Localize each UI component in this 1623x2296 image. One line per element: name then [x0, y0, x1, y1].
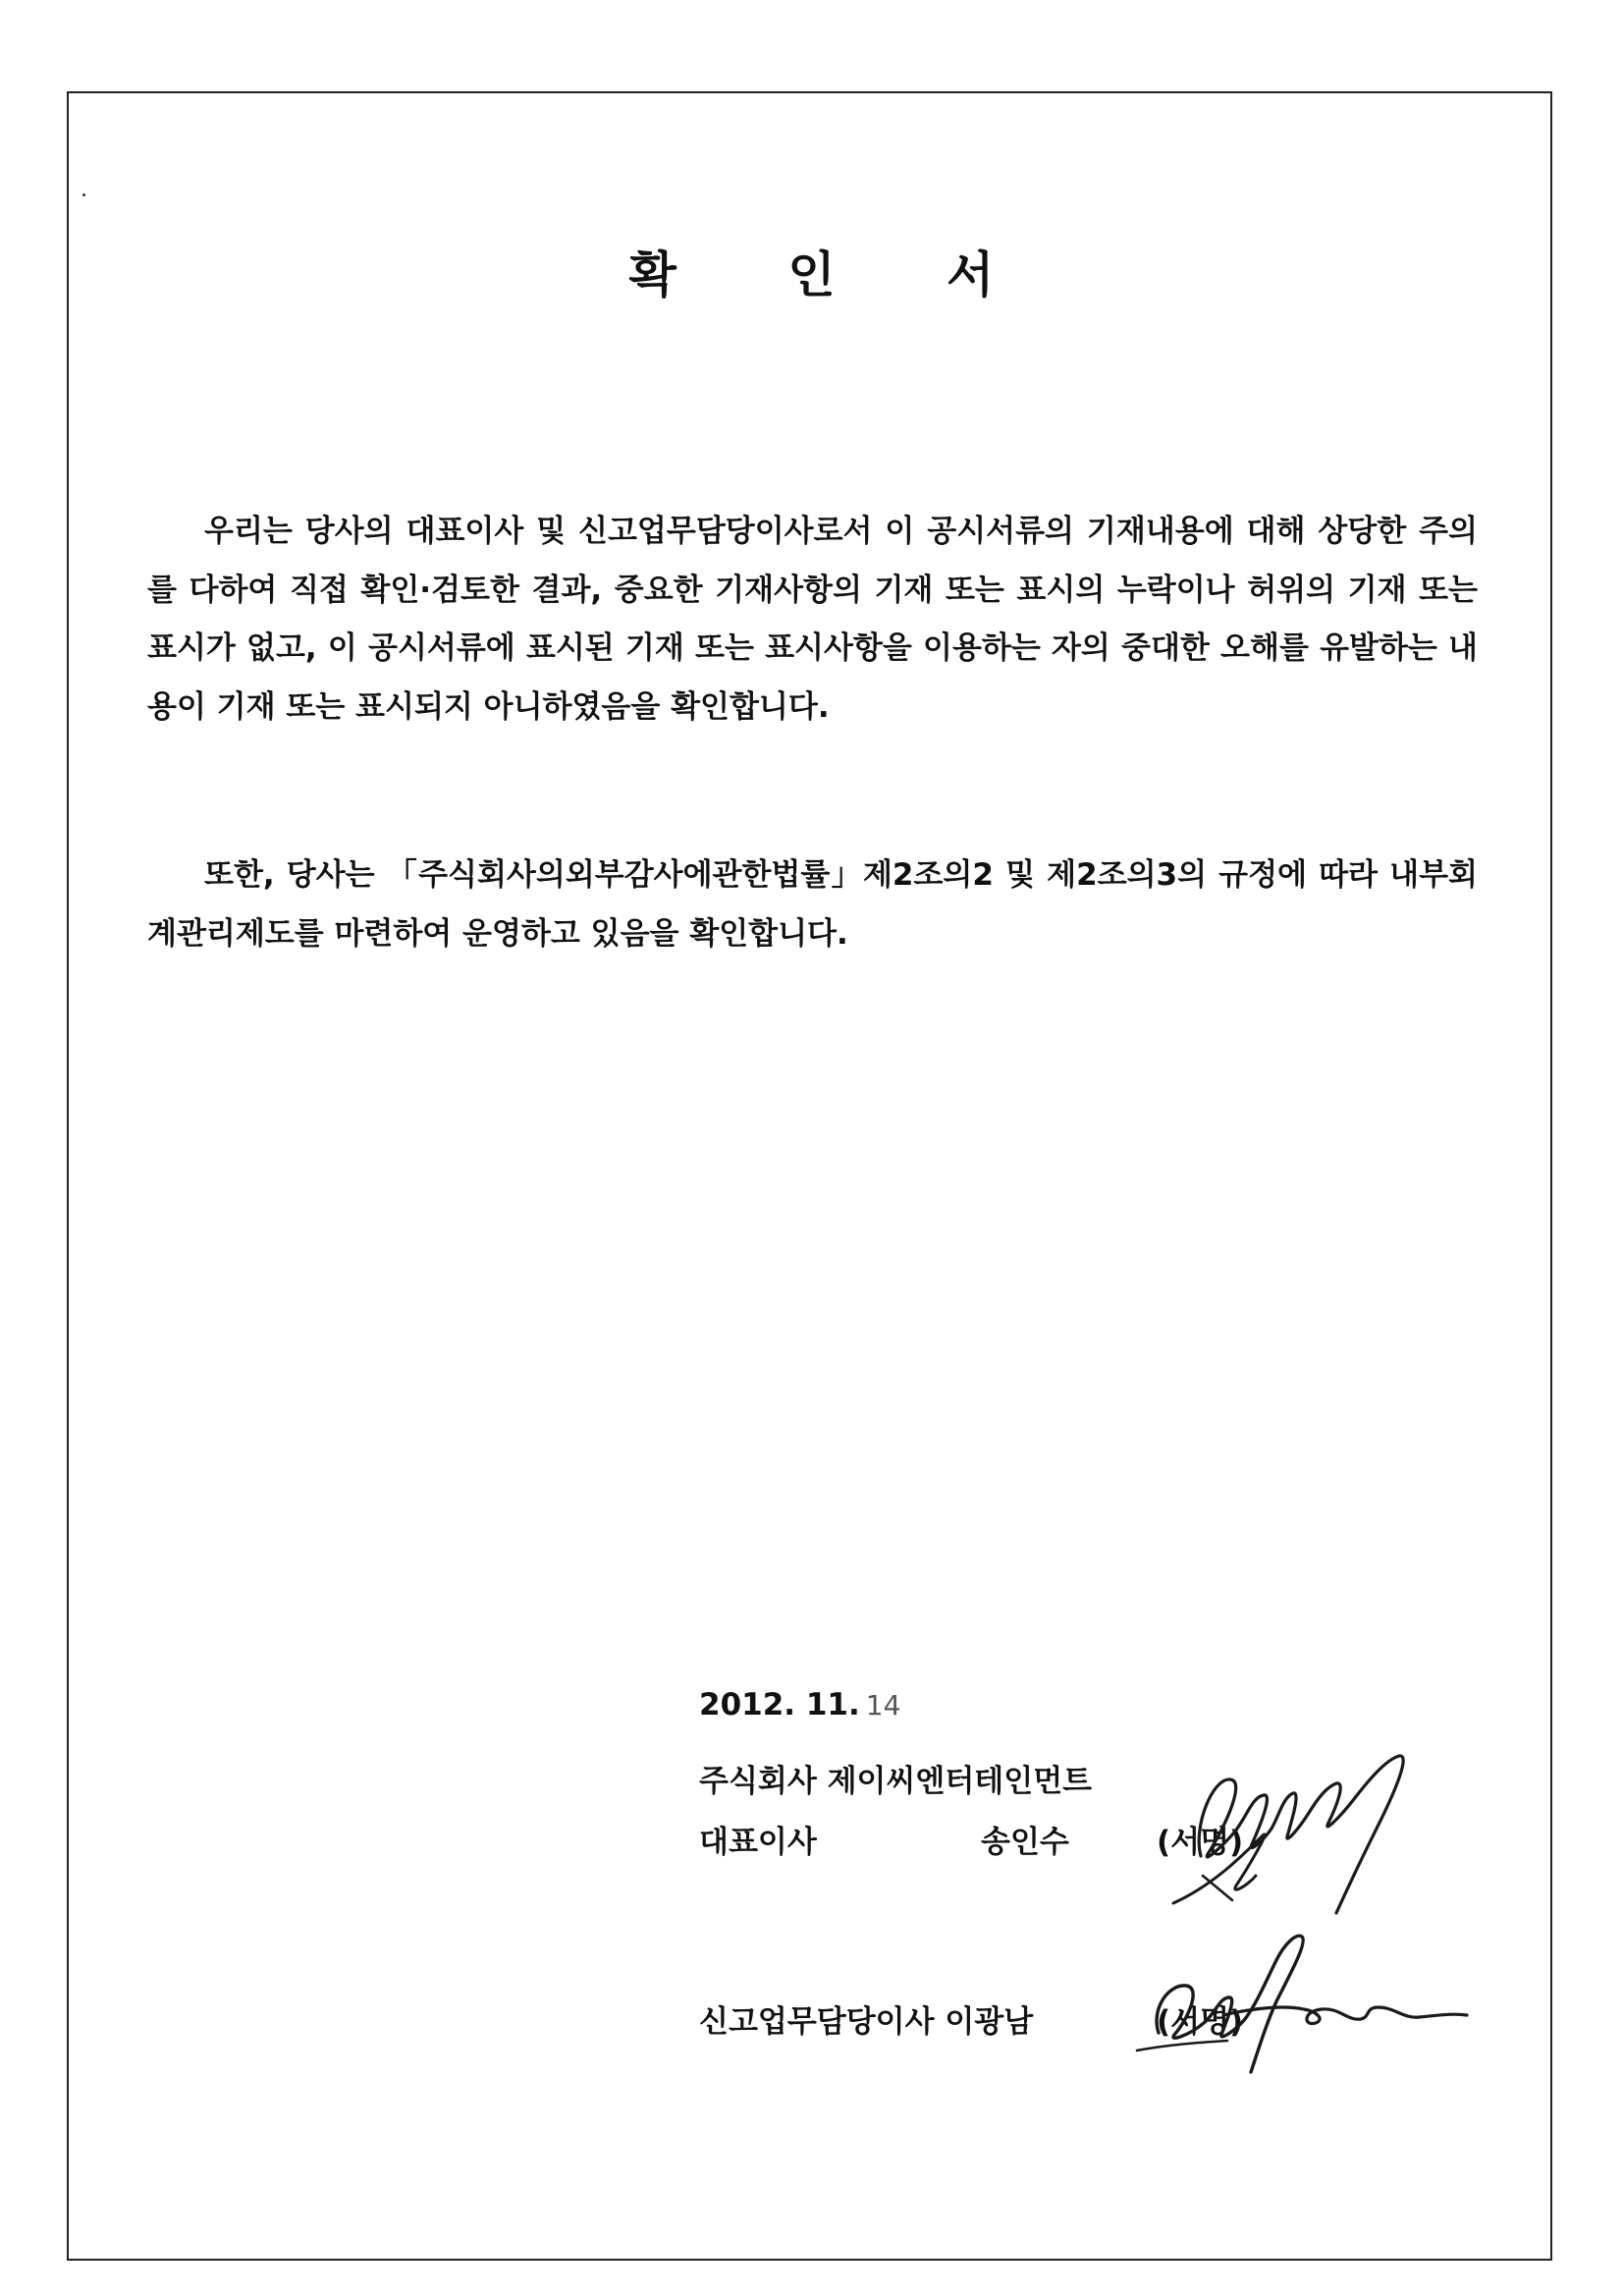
ceo-role: 대표이사 [699, 1825, 817, 1860]
date-text: 2012. 11. [699, 1687, 860, 1722]
ceo-sign-label: (서명) [1157, 1825, 1244, 1860]
officer-sign-label: (서명) [1157, 2004, 1244, 2040]
officer-handwritten-signature [1129, 1925, 1473, 2092]
paragraph-internal-control: 또한, 당사는 「주식회사의외부감사에관한법률」제2조의2 및 제2조의3의 규정에 따라 내부회계관리제도를 마련하여 운영하고 있음을 확인합니다. [147, 857, 1478, 952]
officer-line: 신고업무담당이사 이광남 [699, 2004, 1034, 2040]
ceo-handwritten-signature [1154, 1738, 1429, 1925]
document-title: 확 인 서 [628, 246, 1042, 303]
paragraph-confirmation: 우리는 당사의 대표이사 및 신고업무담당이사로서 이 공시서류의 기재내용에 대해 상당한 주의를 다하여 직접 확인·검토한 결과, 중요한 기재사항의 기재 또는 표시의 누락이나 허위의 기재 또는 표시가 없고, 이 공시서류에 표시된 기재 또는 표시사항을 이용하는 자의 중대한 오해를 유발하는 내용이 기재 또는 표시되지 아니하였음을 확인합니다. [147, 514, 1478, 725]
scan-speck [82, 193, 85, 196]
company-name: 주식회사 제이씨엔터테인먼트 [699, 1764, 1093, 1799]
ceo-name: 송인수 [981, 1825, 1069, 1860]
date-handwritten-day: 14 [865, 1689, 901, 1722]
date-line [699, 1687, 900, 1722]
